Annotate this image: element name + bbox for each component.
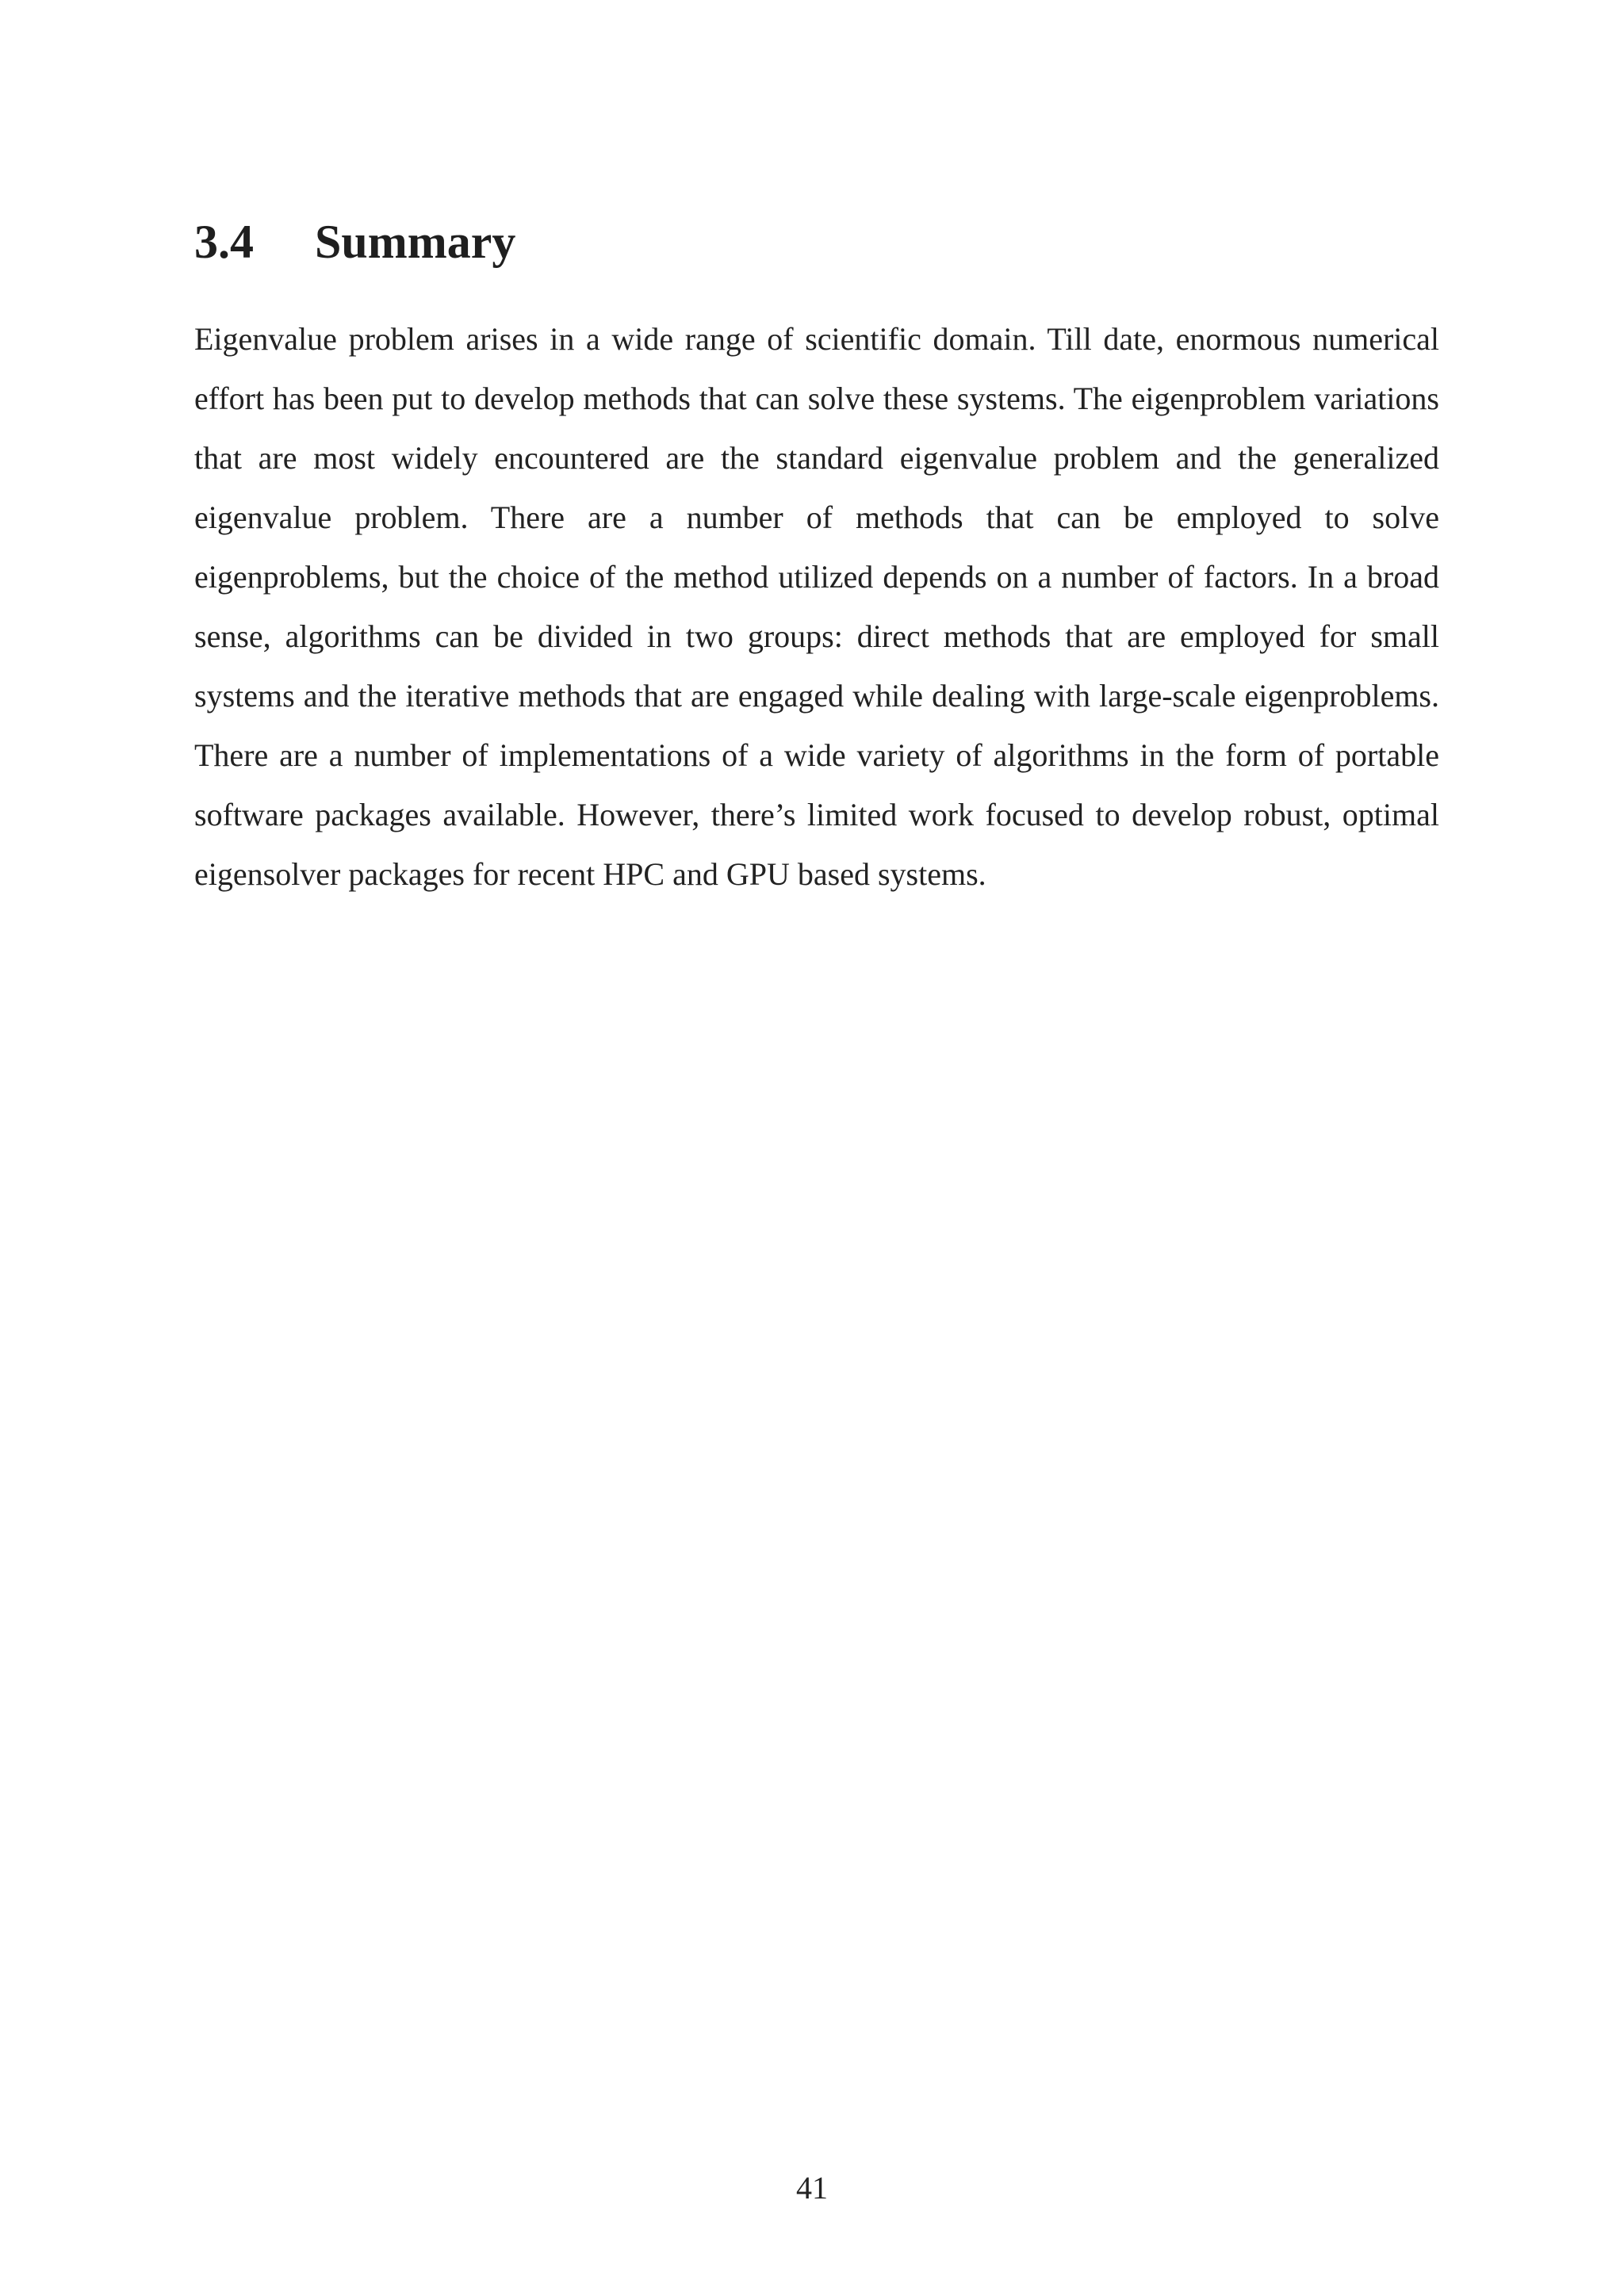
section-number: 3.4 (194, 216, 254, 268)
section-title: Summary (315, 216, 516, 268)
page-number: 41 (796, 2170, 828, 2206)
section-heading (194, 210, 1439, 274)
summary-paragraph: Eigenvalue problem arises in a wide range of scientific domain. Till date, enormous numerical effort has been put to develop methods that can solve these systems. The eigenproblem variations that are most widely encountered are the standard eigenvalue problem and the generalized eigenvalue problem. There are a number of methods that can be employed to solve eigenproblems, but the choice of the method utilized depends on a number of factors. In a broad sense, algorithms can be divided in two groups: direct methods that are employed for small systems and the iterative methods that are engaged while dealing with large-scale eigenproblems. There are a number of implementations of a wide variety of algorithms in the form of portable software packages available. However, there’s limited work focused to develop robust, optimal eigensolver packages for recent HPC and GPU based systems. (194, 321, 1439, 892)
